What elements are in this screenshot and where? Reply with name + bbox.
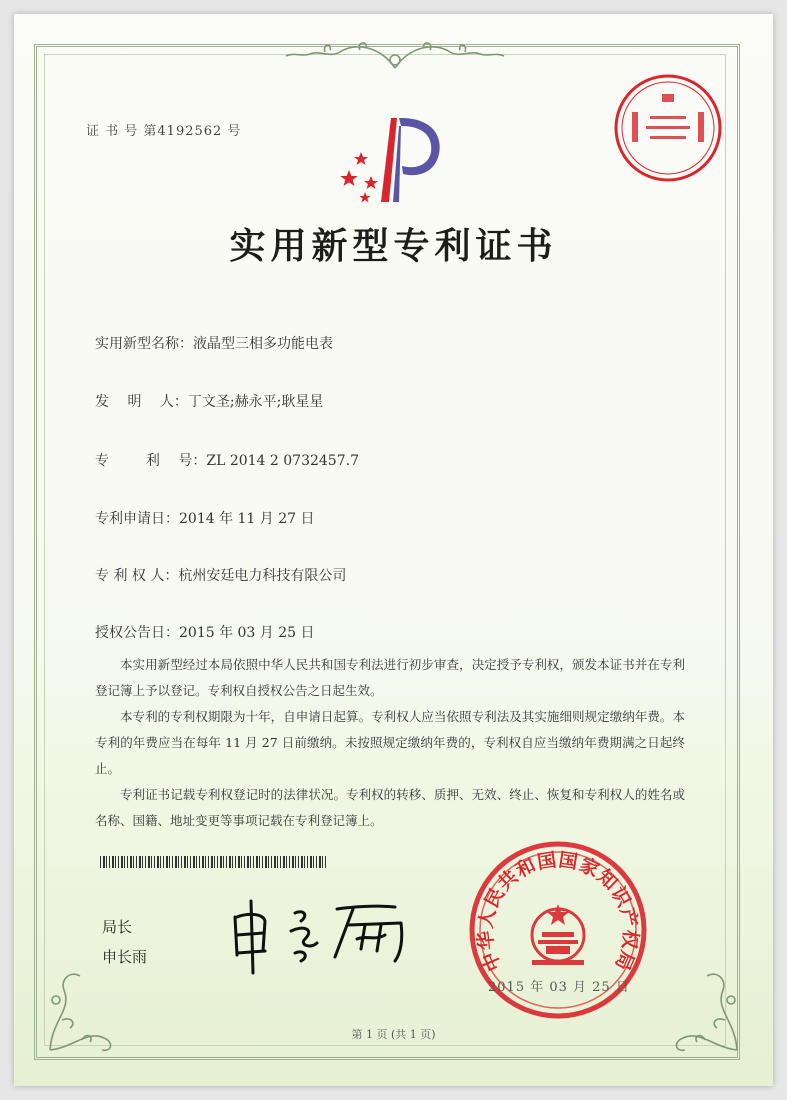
field-value: ZL 2014 2 0732457.7 xyxy=(206,453,359,469)
patent-office-logo-icon xyxy=(335,112,455,207)
field-label: 授权公告日： xyxy=(95,625,179,641)
seal-date: 2015 年 03 月 25 日 xyxy=(488,980,630,995)
field-value: 2014 年 11 月 27 日 xyxy=(179,511,315,527)
field-label: 专利申请日： xyxy=(95,511,179,527)
barcode xyxy=(100,856,326,868)
field-inventors xyxy=(95,391,323,411)
certificate-title: 实用新型专利证书 xyxy=(229,225,558,267)
body-paragraph: 专利证书记载专利权登记时的法律状况。专利权的转移、质押、无效、终止、恢复和专利权人的姓名或名称、国籍、地址变更等事项记载在专利登记簿上。 xyxy=(95,787,685,828)
certificate-number: 证 书 号 第4192562 号 xyxy=(86,124,242,139)
field-application-date xyxy=(95,508,315,528)
field-value: 2015 年 03 月 25 日 xyxy=(179,625,315,641)
field-value: 杭州安廷电力科技有限公司 xyxy=(178,568,347,584)
director-name: 申长雨 xyxy=(102,948,148,966)
field-label: 发 明 人： xyxy=(95,394,188,410)
seal-ring-text: 中华人民共和国国家知识产权局 xyxy=(474,848,642,975)
body-paragraph: 本实用新型经过本局依照中华人民共和国专利法进行初步审查，决定授予专利权，颁发本证书并在专利登记簿上予以登记。专利权自授权公告之日起生效。 xyxy=(95,657,685,698)
field-patent-number xyxy=(95,450,359,470)
body-paragraph: 本专利的专利权期限为十年，自申请日起算。专利权人应当依照专利法及其实施细则规定缴纳年费。本专利的年费应当在每年 11 月 27 日前缴纳。未按照规定缴纳年费的，专利权自应当缴纳年费期满之日起终止。 xyxy=(95,709,685,776)
field-label: 专 利 号： xyxy=(95,453,207,469)
field-grant-date xyxy=(95,622,315,642)
certificate-body xyxy=(95,652,685,834)
field-utility-model-name xyxy=(95,333,333,353)
page-number: 第 1 页 (共 1 页) xyxy=(351,1028,436,1041)
top-ornament-icon xyxy=(280,38,510,72)
director-title: 局长 xyxy=(102,918,133,936)
field-value: 丁文圣;赫永平;耿星星 xyxy=(187,394,324,410)
field-value: 液晶型三相多功能电表 xyxy=(193,336,333,352)
small-red-stamp-icon xyxy=(612,72,724,184)
field-patentee xyxy=(95,565,346,585)
director-signature-icon xyxy=(225,895,410,975)
field-label: 专 利 权 人： xyxy=(95,568,179,584)
field-label: 实用新型名称： xyxy=(95,336,193,352)
